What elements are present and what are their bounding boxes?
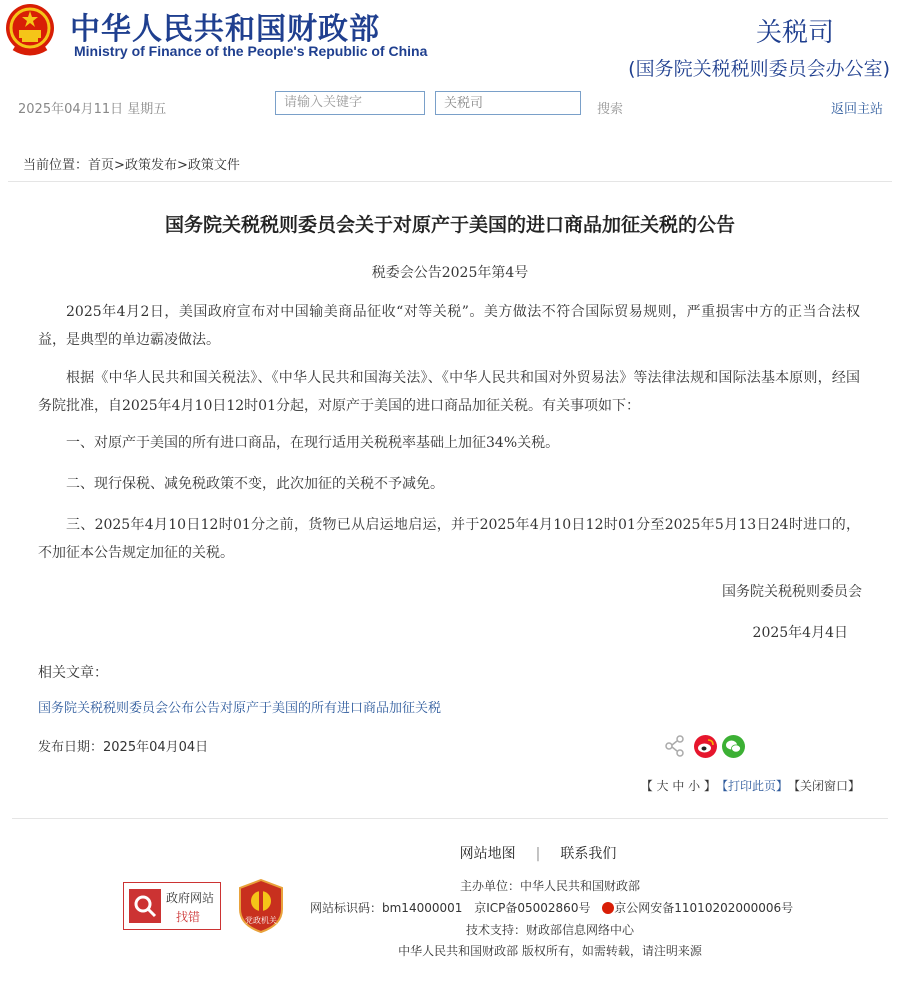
- article-paragraph: 二、现行保税、减免税政策不变，此次加征的关税不予减免。: [66, 476, 444, 492]
- sitemap-link[interactable]: 网站地图: [459, 846, 516, 862]
- breadcrumb-item-policy-release[interactable]: 政策发布: [124, 158, 177, 173]
- article-paragraph: 一、对原产于美国的所有进口商品，在现行适用关税税率基础上加征34%关税。: [66, 435, 560, 451]
- divider: [8, 181, 892, 182]
- current-date: 2025年04月11日 星期五: [18, 102, 167, 117]
- department-subtitle: (国务院关税税则委员会办公室): [628, 58, 890, 80]
- weibo-share-icon[interactable]: [694, 735, 717, 758]
- breadcrumb-item-home[interactable]: 首页: [88, 158, 115, 173]
- footer-host: 主办单位：中华人民共和国财政部: [459, 879, 640, 893]
- badge-bottom-text: 找错: [176, 910, 201, 924]
- page-tools: [635, 777, 860, 794]
- related-articles-label: 相关文章：: [38, 665, 108, 681]
- print-page-button[interactable]: 【打印此页】: [721, 779, 788, 793]
- magnifier-icon: [129, 889, 161, 923]
- site-id: 网站标识码：bm14000001: [310, 901, 463, 915]
- police-badge-icon: [602, 902, 614, 914]
- document-number: 税委会公告2025年第4号: [371, 265, 529, 281]
- footer-registration: [310, 899, 794, 916]
- article-paragraph: 三、2025年4月10日12时01分之前，货物已从启运地启运，并于2025年4月10日12时01分至2025年5月13日24时进口的，不加征本公告规定加征的关税。: [38, 517, 860, 561]
- police-registration[interactable]: 京公网安备11010202000006号: [614, 901, 794, 915]
- ministry-title-en: Ministry of Finance of the People's Republic of China: [74, 43, 428, 59]
- breadcrumb: [23, 154, 240, 173]
- breadcrumb-prefix: 当前位置：: [23, 158, 89, 173]
- gov-website-error-report-badge[interactable]: [123, 882, 221, 930]
- related-article-link[interactable]: 国务院关税税则委员会公布公告对原产于美国的所有进口商品加征关税: [38, 701, 442, 716]
- ministry-title-cn: 中华人民共和国财政部: [70, 12, 380, 47]
- search-scope-select[interactable]: 关税司: [435, 91, 581, 115]
- font-size-control[interactable]: 【 大 中 小 】: [640, 779, 716, 793]
- search-input[interactable]: [275, 91, 425, 115]
- breadcrumb-item-policy-documents[interactable]: 政策文件: [187, 158, 240, 173]
- article-title: 国务院关税税则委员会关于对原产于美国的进口商品加征关税的公告: [164, 214, 735, 236]
- article-paragraph: 根据《中华人民共和国关税法》、《中华人民共和国海关法》、《中华人民共和国对外贸易法》等法律法规和国际法基本原则，经国务院批准，自2025年4月10日12时01分起，对原产于美国的进口商品加征关税。有关事项如下：: [38, 370, 860, 414]
- signature-organization: 国务院关税税则委员会: [722, 584, 862, 600]
- footer-copyright: 中华人民共和国财政部 版权所有，如需转载，请注明来源: [398, 944, 702, 958]
- publish-date: 发布日期：2025年04月04日: [38, 740, 209, 755]
- department-title: 关税司: [755, 18, 834, 48]
- badge-top-text: 政府网站: [166, 891, 215, 905]
- divider: [12, 818, 888, 819]
- signature-date: 2025年4月4日: [752, 625, 848, 641]
- contact-link[interactable]: 联系我们: [560, 846, 617, 862]
- footer-tech-support: 技术支持：财政部信息网络中心: [465, 923, 634, 937]
- footer-nav-separator: |: [535, 846, 541, 862]
- breadcrumb-separator: >: [176, 158, 188, 173]
- icp-number[interactable]: 京ICP备05002860号: [474, 901, 591, 915]
- party-badge-text: 党政机关: [245, 916, 277, 925]
- wechat-share-icon[interactable]: [722, 735, 745, 758]
- share-icon[interactable]: [664, 735, 686, 757]
- footer-nav: [0, 843, 900, 863]
- close-window-button[interactable]: 【关闭窗口】: [793, 779, 860, 793]
- home-link[interactable]: 返回主站: [831, 102, 884, 117]
- party-government-badge[interactable]: [238, 879, 284, 933]
- search-button[interactable]: 搜索: [597, 102, 624, 117]
- breadcrumb-separator: >: [114, 158, 125, 173]
- article-paragraph: 2025年4月2日，美国政府宣布对中国输美商品征收“对等关税”。美方做法不符合国际贸易规则，严重损害中方的正当合法权益，是典型的单边霸凌做法。: [38, 304, 860, 348]
